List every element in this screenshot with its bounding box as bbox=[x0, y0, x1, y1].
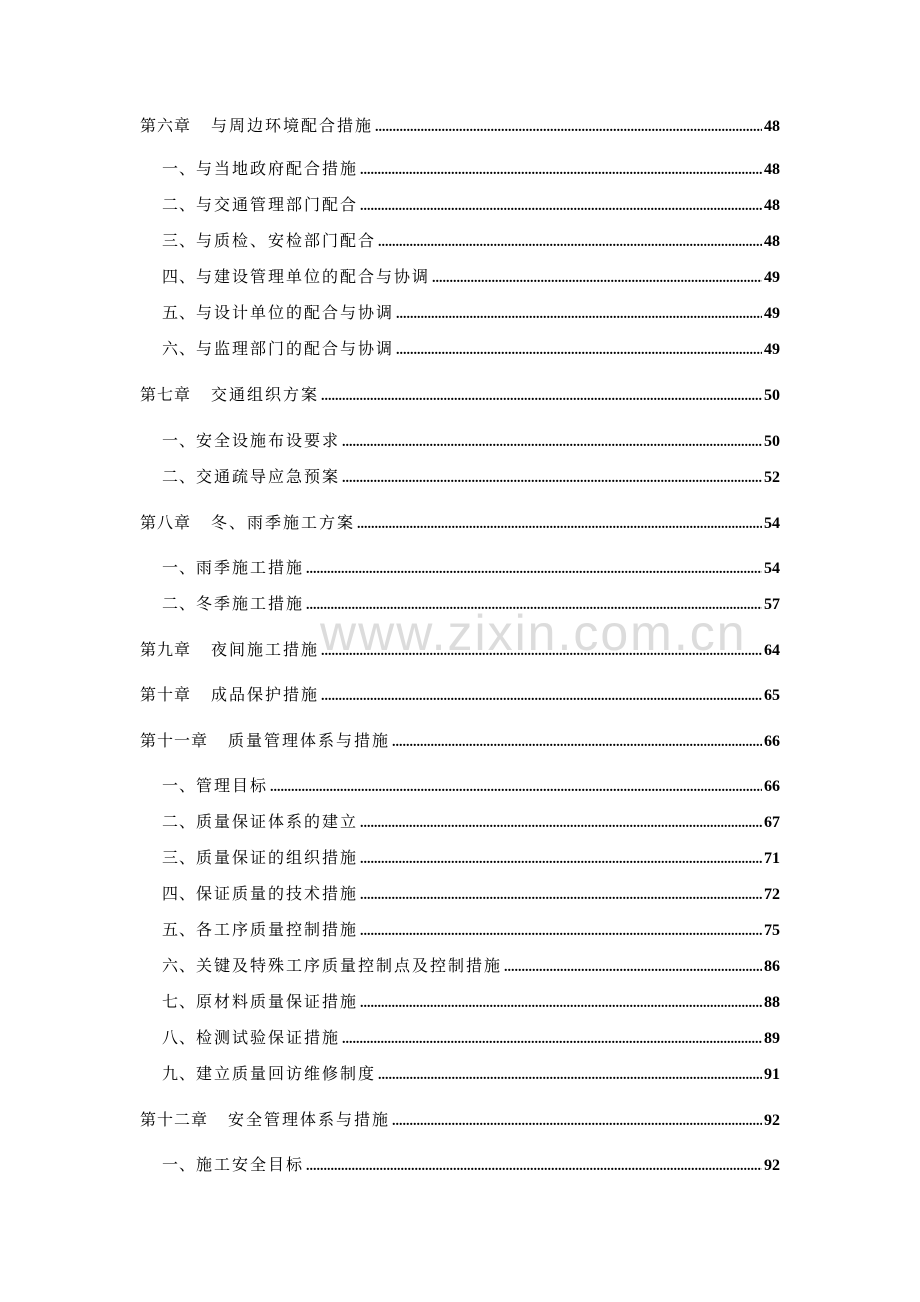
toc-dot-leader bbox=[375, 118, 762, 138]
toc-dot-leader bbox=[392, 1112, 762, 1132]
toc-entry-number: 第十章 bbox=[140, 685, 192, 704]
toc-section-entry[interactable] bbox=[162, 159, 780, 179]
toc-page-number: 48 bbox=[764, 197, 780, 214]
toc-entry-title: 与质检、安检部门配合 bbox=[196, 231, 377, 250]
toc-entry-title: 管理目标 bbox=[196, 776, 269, 795]
toc-dot-leader bbox=[306, 1157, 762, 1177]
toc-page-number: 64 bbox=[764, 642, 780, 659]
toc-entry-title: 保证质量的技术措施 bbox=[196, 884, 359, 903]
toc-dot-leader bbox=[378, 233, 762, 253]
toc-dot-leader bbox=[342, 469, 762, 489]
toc-chapter-entry[interactable] bbox=[140, 640, 780, 660]
toc-entry-number: 二、 bbox=[162, 195, 197, 214]
toc-dot-leader bbox=[360, 161, 762, 181]
watermark: www.zixin.com.cn bbox=[320, 605, 747, 661]
toc-entry-title: 关键及特殊工序质量控制点及控制措施 bbox=[196, 956, 503, 975]
toc-dot-leader bbox=[432, 269, 762, 289]
toc-entry-title: 质量保证体系的建立 bbox=[196, 812, 359, 831]
toc-section-entry[interactable] bbox=[162, 1155, 780, 1175]
toc-entry-title: 与设计单位的配合与协调 bbox=[196, 303, 395, 322]
toc-dot-leader bbox=[306, 560, 762, 580]
toc-section-entry[interactable] bbox=[162, 303, 780, 323]
toc-page-number: 66 bbox=[764, 778, 780, 795]
toc-dot-leader bbox=[360, 814, 762, 834]
toc-entry-number: 一、 bbox=[162, 431, 197, 450]
toc-section-entry[interactable] bbox=[162, 231, 780, 251]
toc-section-entry[interactable] bbox=[162, 848, 780, 868]
toc-section-entry[interactable] bbox=[162, 992, 780, 1012]
toc-entry-number: 八、 bbox=[162, 1028, 197, 1047]
toc-section-entry[interactable] bbox=[162, 594, 780, 614]
toc-entry-title: 与周边环境配合措施 bbox=[211, 116, 374, 135]
toc-section-entry[interactable] bbox=[162, 195, 780, 215]
toc-entry-number: 三、 bbox=[162, 231, 197, 250]
toc-page-number: 66 bbox=[764, 733, 780, 750]
toc-section-entry[interactable] bbox=[162, 1028, 780, 1048]
toc-page-number: 48 bbox=[764, 161, 780, 178]
toc-entry-title: 安全管理体系与措施 bbox=[228, 1110, 391, 1129]
toc-section-entry[interactable] bbox=[162, 1064, 780, 1084]
toc-entry-title: 检测试验保证措施 bbox=[196, 1028, 341, 1047]
toc-chapter-entry[interactable] bbox=[140, 731, 780, 751]
toc-dot-leader bbox=[360, 197, 762, 217]
toc-chapter-entry[interactable] bbox=[140, 685, 780, 705]
toc-page-number: 49 bbox=[764, 305, 780, 322]
toc-page-number: 91 bbox=[764, 1066, 780, 1083]
toc-page-number: 48 bbox=[764, 118, 780, 135]
toc-page-number: 54 bbox=[764, 515, 780, 532]
toc-dot-leader bbox=[321, 642, 762, 662]
toc-page-number: 57 bbox=[764, 596, 780, 613]
toc-dot-leader bbox=[357, 515, 762, 535]
toc-dot-leader bbox=[321, 387, 762, 407]
toc-chapter-entry[interactable] bbox=[140, 513, 780, 533]
toc-entry-title: 夜间施工措施 bbox=[211, 640, 320, 659]
toc-page-number: 50 bbox=[764, 387, 780, 404]
toc-entry-number: 四、 bbox=[162, 884, 197, 903]
toc-entry-title: 冬季施工措施 bbox=[196, 594, 305, 613]
toc-page-number: 67 bbox=[764, 814, 780, 831]
toc-entry-number: 二、 bbox=[162, 594, 197, 613]
toc-dot-leader bbox=[392, 733, 762, 753]
toc-entry-title: 与建设管理单位的配合与协调 bbox=[196, 267, 431, 286]
toc-page-number: 48 bbox=[764, 233, 780, 250]
toc-entry-title: 与交通管理部门配合 bbox=[196, 195, 359, 214]
toc-section-entry[interactable] bbox=[162, 884, 780, 904]
toc-entry-number: 二、 bbox=[162, 812, 197, 831]
toc-entry-title: 各工序质量控制措施 bbox=[196, 920, 359, 939]
toc-entry-number: 一、 bbox=[162, 558, 197, 577]
toc-entry-number: 七、 bbox=[162, 992, 197, 1011]
toc-entry-number: 第十二章 bbox=[140, 1110, 209, 1129]
toc-page-number: 86 bbox=[764, 958, 780, 975]
toc-dot-leader bbox=[306, 596, 762, 616]
toc-entry-title: 原材料质量保证措施 bbox=[196, 992, 359, 1011]
toc-entry-title: 质量保证的组织措施 bbox=[196, 848, 359, 867]
toc-entry-title: 交通疏导应急预案 bbox=[196, 467, 341, 486]
toc-section-entry[interactable] bbox=[162, 956, 780, 976]
toc-dot-leader bbox=[270, 778, 762, 798]
toc-section-entry[interactable] bbox=[162, 920, 780, 940]
toc-chapter-entry[interactable] bbox=[140, 385, 780, 405]
toc-entry-number: 三、 bbox=[162, 848, 197, 867]
toc-page-number: 50 bbox=[764, 433, 780, 450]
toc-dot-leader bbox=[321, 687, 762, 707]
toc-chapter-entry[interactable] bbox=[140, 1110, 780, 1130]
toc-page-number: 92 bbox=[764, 1157, 780, 1174]
toc-section-entry[interactable] bbox=[162, 558, 780, 578]
toc-dot-leader bbox=[360, 994, 762, 1014]
toc-section-entry[interactable] bbox=[162, 431, 780, 451]
toc-section-entry[interactable] bbox=[162, 339, 780, 359]
toc-page-number: 54 bbox=[764, 560, 780, 577]
toc-dot-leader bbox=[360, 850, 762, 870]
toc-entry-title: 冬、雨季施工方案 bbox=[211, 513, 356, 532]
toc-entry-title: 与当地政府配合措施 bbox=[196, 159, 359, 178]
toc-entry-title: 建立质量回访维修制度 bbox=[196, 1064, 377, 1083]
toc-dot-leader bbox=[342, 433, 762, 453]
toc-entry-number: 二、 bbox=[162, 467, 197, 486]
toc-entry-title: 质量管理体系与措施 bbox=[228, 731, 391, 750]
toc-entry-number: 四、 bbox=[162, 267, 197, 286]
toc-section-entry[interactable] bbox=[162, 267, 780, 287]
toc-page-number: 49 bbox=[764, 269, 780, 286]
toc-page-number: 88 bbox=[764, 994, 780, 1011]
toc-entry-number: 第六章 bbox=[140, 116, 192, 135]
toc-entry-number: 第七章 bbox=[140, 385, 192, 404]
toc-dot-leader bbox=[342, 1030, 762, 1050]
toc-entry-number: 九、 bbox=[162, 1064, 197, 1083]
toc-entry-number: 五、 bbox=[162, 303, 197, 322]
toc-dot-leader bbox=[360, 922, 762, 942]
toc-entry-number: 六、 bbox=[162, 339, 197, 358]
toc-entry-title: 与监理部门的配合与协调 bbox=[196, 339, 395, 358]
toc-dot-leader bbox=[504, 958, 762, 978]
toc-dot-leader bbox=[360, 886, 762, 906]
toc-entry-number: 一、 bbox=[162, 776, 197, 795]
toc-section-entry[interactable] bbox=[162, 812, 780, 832]
toc-chapter-entry[interactable] bbox=[140, 116, 780, 136]
toc-page-number: 49 bbox=[764, 341, 780, 358]
toc-entry-number: 一、 bbox=[162, 1155, 197, 1174]
toc-dot-leader bbox=[378, 1066, 762, 1086]
toc-page-number: 89 bbox=[764, 1030, 780, 1047]
toc-dot-leader bbox=[396, 305, 762, 325]
toc-dot-leader bbox=[396, 341, 762, 361]
toc-entry-title: 雨季施工措施 bbox=[196, 558, 305, 577]
toc-section-entry[interactable] bbox=[162, 467, 780, 487]
toc-entry-title: 安全设施布设要求 bbox=[196, 431, 341, 450]
toc-page-number: 65 bbox=[764, 687, 780, 704]
toc-entry-number: 一、 bbox=[162, 159, 197, 178]
toc-page-number: 52 bbox=[764, 469, 780, 486]
toc-section-entry[interactable] bbox=[162, 776, 780, 796]
toc-entry-number: 第九章 bbox=[140, 640, 192, 659]
toc-page-number: 72 bbox=[764, 886, 780, 903]
toc-entry-number: 六、 bbox=[162, 956, 197, 975]
toc-entry-title: 交通组织方案 bbox=[211, 385, 320, 404]
toc-entry-number: 第十一章 bbox=[140, 731, 209, 750]
toc-entry-number: 五、 bbox=[162, 920, 197, 939]
toc-page-number: 75 bbox=[764, 922, 780, 939]
toc-entry-number: 第八章 bbox=[140, 513, 192, 532]
toc-entry-title: 成品保护措施 bbox=[211, 685, 320, 704]
toc-entry-title: 施工安全目标 bbox=[196, 1155, 305, 1174]
toc-page-number: 92 bbox=[764, 1112, 780, 1129]
toc-page-number: 71 bbox=[764, 850, 780, 867]
